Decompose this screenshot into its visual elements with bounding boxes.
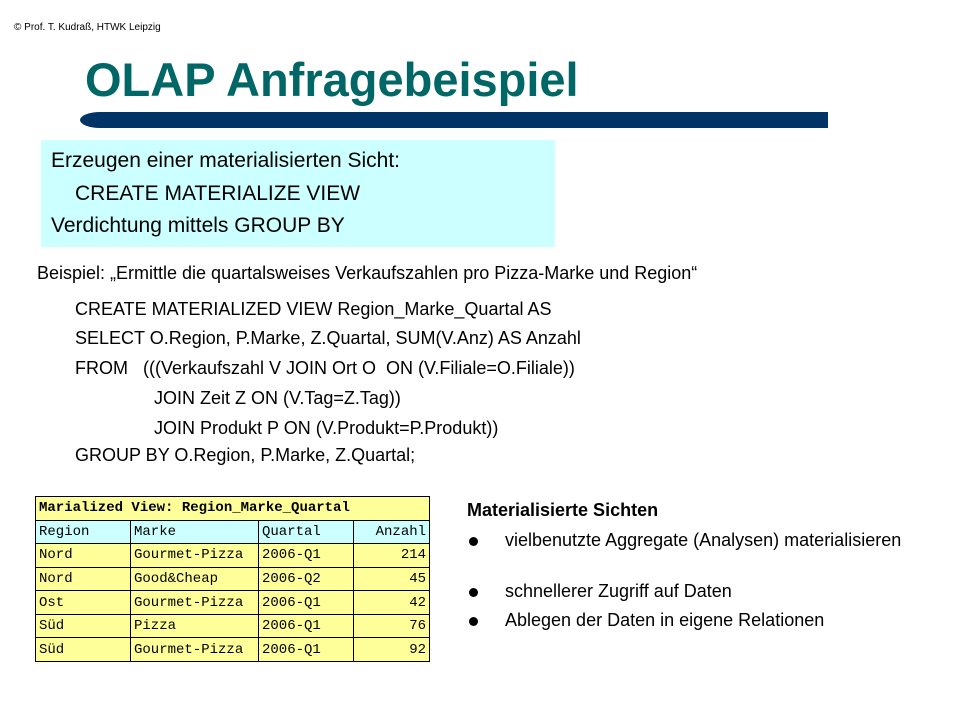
bullet-dot-icon xyxy=(469,537,478,546)
cell-marke: Good&Cheap xyxy=(131,567,259,591)
cell-anzahl: 42 xyxy=(354,591,430,615)
bullet-text: vielbenutzte Aggregate (Analysen) materialisieren xyxy=(505,530,902,550)
header-marke: Marke xyxy=(131,520,259,544)
title-bar-line xyxy=(100,112,828,128)
cell-marke: Pizza xyxy=(131,614,259,638)
bullet-text: Ablegen der Daten in eigene Relationen xyxy=(505,610,825,630)
header-anzahl: Anzahl xyxy=(354,520,430,544)
materialized-view-table xyxy=(35,496,430,662)
bullet-dot-icon xyxy=(469,617,478,626)
title-underline-bar xyxy=(80,112,828,128)
cell-region: Nord xyxy=(36,567,131,591)
slide-title: OLAP Anfragebeispiel xyxy=(85,53,579,106)
sql-line-1: CREATE MATERIALIZED VIEW Region_Marke_Quartal AS xyxy=(75,299,552,319)
cell-quartal: 2006-Q1 xyxy=(259,614,354,638)
cell-anzahl: 76 xyxy=(354,614,430,638)
table-row xyxy=(36,614,430,638)
callout-line-2: CREATE MATERIALIZE VIEW xyxy=(75,182,361,205)
cell-region: Ost xyxy=(36,591,131,615)
bullet-dot-icon xyxy=(469,588,478,597)
sql-line-2: SELECT O.Region, P.Marke, Z.Quartal, SUM(V.Anz) AS Anzahl xyxy=(75,328,581,348)
cell-marke: Gourmet-Pizza xyxy=(131,638,259,662)
callout-box xyxy=(41,140,555,247)
cell-quartal: 2006-Q1 xyxy=(259,638,354,662)
header-quartal: Quartal xyxy=(259,520,354,544)
callout-line-1: Erzeugen einer materialisierten Sicht: xyxy=(51,149,401,172)
cell-region: Nord xyxy=(36,544,131,568)
bullet-text: schnellerer Zugriff auf Daten xyxy=(505,581,732,601)
cell-anzahl: 45 xyxy=(354,567,430,591)
cell-marke: Gourmet-Pizza xyxy=(131,591,259,615)
sql-line-4: JOIN Zeit Z ON (V.Tag=Z.Tag)) xyxy=(154,388,401,408)
cell-anzahl: 214 xyxy=(354,544,430,568)
cell-marke: Gourmet-Pizza xyxy=(131,544,259,568)
cell-quartal: 2006-Q2 xyxy=(259,567,354,591)
header-region: Region xyxy=(36,520,131,544)
sql-line-5: JOIN Produkt P ON (V.Produkt=P.Produkt)) xyxy=(154,418,499,438)
cell-quartal: 2006-Q1 xyxy=(259,591,354,615)
cell-anzahl: 92 xyxy=(354,638,430,662)
table-row xyxy=(36,591,430,615)
table-caption: Marialized View: Region_Marke_Quartal xyxy=(36,497,430,521)
sql-line-6: GROUP BY O.Region, P.Marke, Z.Quartal; xyxy=(75,445,416,465)
example-description: Beispiel: „Ermittle die quartalsweises Verkaufszahlen pro Pizza-Marke und Region“ xyxy=(37,263,698,283)
cell-region: Süd xyxy=(36,614,131,638)
side-heading: Materialisierte Sichten xyxy=(467,500,659,520)
callout-line-3: Verdichtung mittels GROUP BY xyxy=(51,214,345,237)
table-row xyxy=(36,544,430,568)
table-row xyxy=(36,638,430,662)
table-header-row xyxy=(36,520,430,544)
cell-quartal: 2006-Q1 xyxy=(259,544,354,568)
copyright-note: © Prof. T. Kudraß, HTWK Leipzig xyxy=(14,22,161,33)
table-row xyxy=(36,567,430,591)
cell-region: Süd xyxy=(36,638,131,662)
sql-line-3: FROM (((Verkaufszahl V JOIN Ort O ON (V.Filiale=O.Filiale)) xyxy=(75,358,575,378)
